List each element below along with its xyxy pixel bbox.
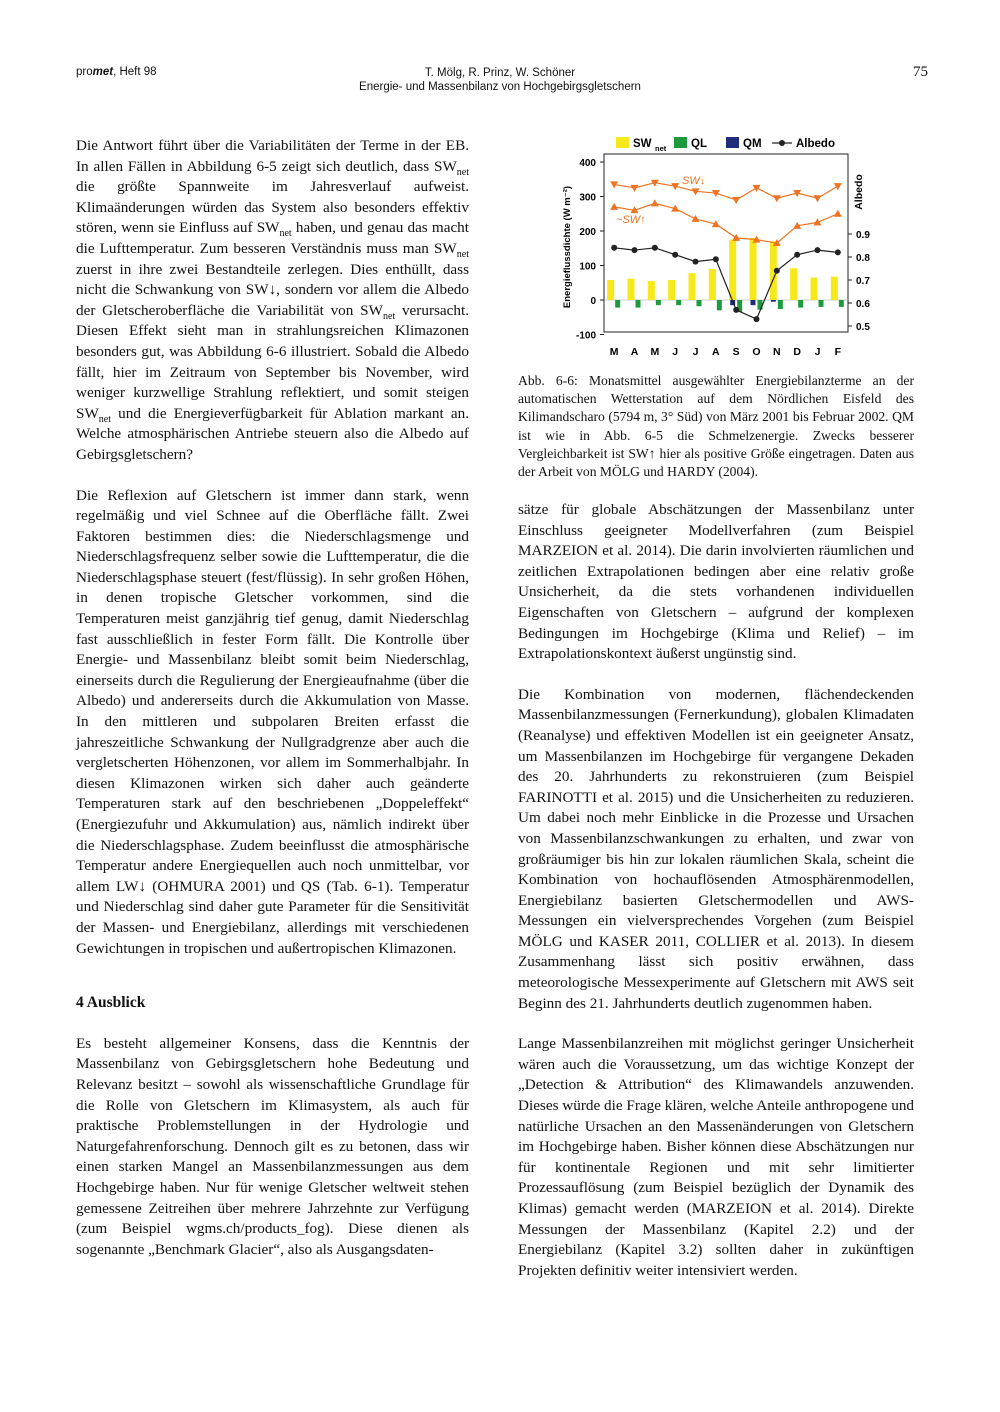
- y2-tick-label: 0.8: [856, 253, 870, 264]
- y-tick-label: 200: [579, 227, 596, 238]
- bar-ql: [819, 300, 824, 307]
- x-tick-label: M: [650, 346, 660, 358]
- sw-down-marker: [773, 195, 781, 202]
- sw-up-marker: [610, 203, 618, 210]
- x-tick-label: A: [630, 346, 639, 358]
- bar-swnet: [628, 279, 635, 300]
- albedo-marker: [693, 259, 699, 265]
- paragraph-consensus: Es besteht allgemeiner Konsens, dass die Kenntnis der Massenbilanz von Gebirgsgletschern hohe Bedeutung und Relevanz besitzt – sowohl als wissenschaftliche Grundlage für die Rolle von Gletschern im Klimasystem, als auch für praktische Problemstellungen in der Hydrologie und Naturgefahrenforschung. Dennoch gilt es zu betonen, dass wir einen starken Mangel an Massenbilanzmessungen aus dem Hochgebirge haben. Nur für wenige Gletscher weltweit stehen gemessene Zeitreihen über mehrere Jahrzehnte zur Verfügung (zum Beispiel wgms.ch/products_fog). Diese dienen als sogenannte „Benchmark Glacier“, also als Ausgangsdaten-: [76, 1034, 469, 1258]
- x-tick-label: D: [793, 346, 801, 358]
- right-column: [518, 500, 914, 1281]
- y2-axis-label: Albedo: [853, 174, 865, 210]
- left-column: [76, 136, 469, 1260]
- legend-sub: net: [655, 144, 667, 153]
- annotation-sw-down: SW↓: [682, 175, 706, 187]
- bar-swnet: [709, 269, 716, 300]
- sw-down-marker: [834, 183, 842, 190]
- chart-lines: [610, 180, 842, 322]
- albedo-marker: [611, 245, 617, 251]
- plot-frame: [604, 154, 848, 332]
- x-tick-label: S: [732, 346, 740, 358]
- bar-ql: [717, 300, 722, 310]
- albedo-marker: [835, 249, 841, 255]
- legend-swatch: [674, 137, 687, 148]
- y-tick-label: 0: [590, 296, 596, 307]
- albedo-marker: [815, 247, 821, 253]
- authors: T. Mölg, R. Prinz, W. Schöner: [424, 67, 576, 79]
- y-tick-label: -100: [575, 330, 596, 342]
- x-tick-label: N: [773, 346, 781, 358]
- albedo-marker: [754, 316, 760, 322]
- x-tick-label: M: [609, 346, 619, 358]
- paragraph-estimates: sätze für globale Abschätzungen der Massenbilanz unter Einschluss geeigneter Modellverfahren (zum Beispiel MARZEION et al. 2014). Die darin involvierten räumlichen und zeitlichen Extrapolationen bedingen aber eine relativ große Unsicherheit, da die stets vorhandenen individuellen Eigenschaften von Gletschern – aufgrund der komplexen Bedingungen im Hochgebirge (Klima und Relief) – im Extrapolationskontext äußerst ungünstig sind.: [518, 501, 914, 663]
- y-tick-label: 300: [579, 192, 596, 204]
- paragraph-intro: Die Antwort führt über die Variabilitäten der Terme in der EB. In allen Fällen in Abbildung 6-5 zeigt sich deutlich, dass $SW_{net}$ die größte Spannweite im Jahresverlauf aufweist. Klimaänderungen würden das System also besonders effektiv stören, wenn sie Einfluss auf $SW_{net}$ haben, und genau das macht die Lufttemperatur. Zum besseren Verständnis muss man $SW_{net}$ zuerst in ihre zwei Bestandteile zerlegen. Dies enthüllt, dass nicht die Schwankung von SW↓, sondern vor allem die Albedo der Gletscheroberfläche die Variabilität von $SW_{net}$ verursacht. Diesen Effekt sieht man in strahlungsreichen Klimazonen besonders gut, was Abbildung 6-6 illustriert. Sobald die Albedo fällt, hier im Zeitraum von September bis November, wird weniger kurzwellige Strahlung reflektiert, und somit steigen $SW_{net}$ und die Energieverfügbarkeit für Ablation markant an. Welche atmosphärischen Antriebe steuern also die Albedo auf Gebirgsgletschern?: [76, 137, 470, 463]
- y2-tick-label: 0.6: [856, 299, 870, 310]
- running-title: Energie- und Massenbilanz von Hochgebirgsgletschern: [359, 81, 641, 93]
- bar-ql: [697, 300, 702, 306]
- sw-down-marker: [732, 197, 740, 204]
- albedo-marker: [794, 252, 800, 258]
- x-tick-label: J: [672, 346, 679, 358]
- legend-label: QM: [743, 138, 762, 150]
- sw-up-marker: [692, 215, 700, 222]
- x-tick-label: A: [712, 346, 720, 358]
- albedo-marker: [632, 247, 638, 253]
- bar-ql: [676, 300, 681, 305]
- sw-up-marker: [651, 199, 659, 206]
- legend-swatch: [726, 137, 739, 148]
- y-axis-label: Energieflussdichte (W m⁻²): [562, 185, 573, 309]
- bar-ql: [656, 300, 661, 305]
- section-heading: 4 Ausblick: [76, 994, 146, 1012]
- albedo-marker: [652, 245, 658, 251]
- x-tick-label: J: [692, 346, 699, 358]
- sw-up-marker: [834, 210, 842, 217]
- sw-down-marker: [753, 185, 761, 192]
- paragraph-reflexion: Die Reflexion auf Gletschern ist immer dann stark, wenn regelmäßig und viel Schnee auf die Oberfläche fällt. Zwei Faktoren bestimmen dies: die Niederschlagsmenge und Niederschlagsfrequenz selber sowie die Lufttemperatur, die die Niederschlagsphase steuert (fest/flüssig). In sehr großen Höhen, in denen tropische Gletscher vorkommen, sind die Temperaturen meist ganzjährig tief genug, damit Niederschlag fast ausschließlich in fester Form fällt. Die Kontrolle über Energie- und Massenbilanz bleibt somit beim Niederschlag, einerseits durch die Regulierung der Energieaufnahme (über die Albedo) und andererseits durch die Akkumulation von Masse. In den mittleren und subpolaren Breiten erfasst die jahreszeitliche Schwankung der Nullgradgrenze aber auch die vergletscherten Höhenzonen, vor allem im Sommerhalbjahr. In diesen Klimazonen wirken sich daher auch geänderte Temperaturen stark auf den beschriebenen „Doppeleffekt“ (Energiezufuhr und Akkumulation) aus, nämlich indirekt über die Niederschlagsphase. Zudem beeinflusst die atmosphärische Temperatur andere Energiequellen auch noch unmittelbar, vor allem LW↓ (OHMURA 2001) und QS (Tab. 6-1). Temperatur und Niederschlag sind daher gute Parameter für die Sensitivität der Massen- und Energiebilanz, allerdings mit verschiedenen Gewichtungen in tropischen und außertropischen Klimazonen.: [76, 486, 469, 957]
- y2-tick-label: 0.7: [856, 276, 870, 287]
- bar-swnet: [607, 280, 614, 300]
- bar-swnet: [831, 277, 838, 300]
- bar-swnet: [729, 240, 736, 300]
- albedo-marker: [733, 307, 739, 313]
- bar-ql: [839, 300, 844, 307]
- x-tick-label: J: [814, 346, 821, 358]
- legend-label: QL: [691, 138, 707, 150]
- chart-labels: [616, 175, 705, 226]
- page-number: 75: [913, 64, 928, 80]
- sw-up-line: [614, 203, 838, 243]
- running-header: [300, 66, 700, 94]
- y2-tick-label: 0.9: [856, 230, 870, 241]
- bar-ql: [615, 300, 620, 308]
- energy-balance-chart: [556, 132, 906, 362]
- albedo-marker: [774, 268, 780, 274]
- bar-ql: [758, 300, 763, 310]
- y-tick-label: 400: [579, 158, 596, 169]
- albedo-marker: [672, 252, 678, 258]
- legend-label: SW: [633, 138, 652, 150]
- albedo-marker: [713, 256, 719, 262]
- y2-tick-label: 0.5: [856, 322, 870, 333]
- figure-caption: Abb. 6-6: Monatsmittel ausgewählter Energiebilanzterme an der automatischen Wetterstation auf dem Nördlichen Eisfeld des Kilimandscharo (5794 m, 3° Süd) von März 2001 bis Februar 2002. QM ist wie in Abb. 6-5 die Schmelzenergie. Zwecks besserer Vergleichbarkeit ist SW↑ hier als positive Größe eingetragen. Daten aus der Arbeit von MÖLG und HARDY (2004).: [518, 373, 914, 480]
- sw-down-marker: [814, 195, 822, 202]
- sw-down-line: [614, 183, 838, 200]
- bar-swnet: [811, 278, 818, 300]
- chart-axes: [562, 154, 870, 358]
- sw-down-marker: [631, 185, 639, 192]
- albedo-line: [614, 248, 838, 319]
- bar-swnet: [668, 280, 675, 300]
- bar-swnet: [790, 268, 797, 300]
- bar-swnet: [750, 238, 757, 300]
- bar-ql: [778, 300, 783, 309]
- journal-name: promet, Heft 98: [76, 66, 157, 78]
- chart-legend: [616, 137, 835, 153]
- legend-swatch: [616, 137, 629, 148]
- bar-ql: [636, 300, 641, 308]
- legend-label: Albedo: [796, 138, 835, 150]
- x-tick-label: O: [752, 346, 761, 358]
- annotation-sw-up: ~SW↑: [616, 214, 646, 226]
- bar-qm: [771, 300, 776, 302]
- y-tick-label: 100: [579, 261, 596, 273]
- bar-swnet: [648, 281, 655, 300]
- paragraph-combination: Die Kombination von modernen, flächendeckenden Massenbilanzmessungen (Fernerkundung), globalen Klimadaten (Reanalyse) und effektiven Modellen ist ein geeigneter Ansatz, um Massenbilanzen im Hochgebirge für vergangene Dekaden des 20. Jahrhunderts zu rekonstruieren (zum Beispiel FARINOTTI et al. 2015) und die Unsicherheiten zu reduzieren. Um dabei noch mehr Einblicke in die Prozesse und Ursachen von Massenbilanzschwankungen zu erhalten, und zwar von großräumiger bis hin zur lokalen räumlichen Skala, scheint die Kombination von hochauflösenden Atmosphärenmodellen, Energiebilanz basierten Gletschermodellen und AWS-Messungen ein vielversprechendes Vorgehen (zum Beispiel MÖLG und KASER 2011, COLLIER et al. 2013). In diesem Zusammenhang lässt sich positiv erwähnen, dass meteorologische Messexperimente auf Gletschern mit AWS seit Beginn des 21. Jahrhunderts deutlich zugenommen haben.: [518, 685, 914, 1012]
- bar-qm: [751, 300, 756, 305]
- bar-ql: [798, 300, 803, 308]
- sw-up-marker: [814, 218, 822, 225]
- bar-swnet: [689, 273, 696, 300]
- x-tick-label: F: [834, 346, 842, 358]
- paragraph-long-series: Lange Massenbilanzreihen mit möglichst geringer Unsicherheit wären auch die Voraussetzung, um das wichtige Konzept der „Detection & Attribution“ des Klimawandels anzuwenden. Dieses würde die Frage klären, welche Anteile anthropogene und natürliche Ursachen an den Massenänderungen von Gletschern im Hochgebirge haben. Bisher können diese Abschätzungen nur für kontinentale Regionen und mit sehr limitierter Prozessauflösung (zum Beispiel bezüglich der Dynamik des Klimas) gemacht werden (MARZEION et al. 2014). Direkte Messungen der Massenbilanz (Kapitel 2.2) und der Energiebilanz (Kapitel 3.2) sollten daher in zukünftigen Projekten definitiv weiter intensiviert werden.: [518, 1035, 915, 1279]
- sw-up-marker: [732, 234, 740, 241]
- legend-albedo-marker: [779, 140, 785, 146]
